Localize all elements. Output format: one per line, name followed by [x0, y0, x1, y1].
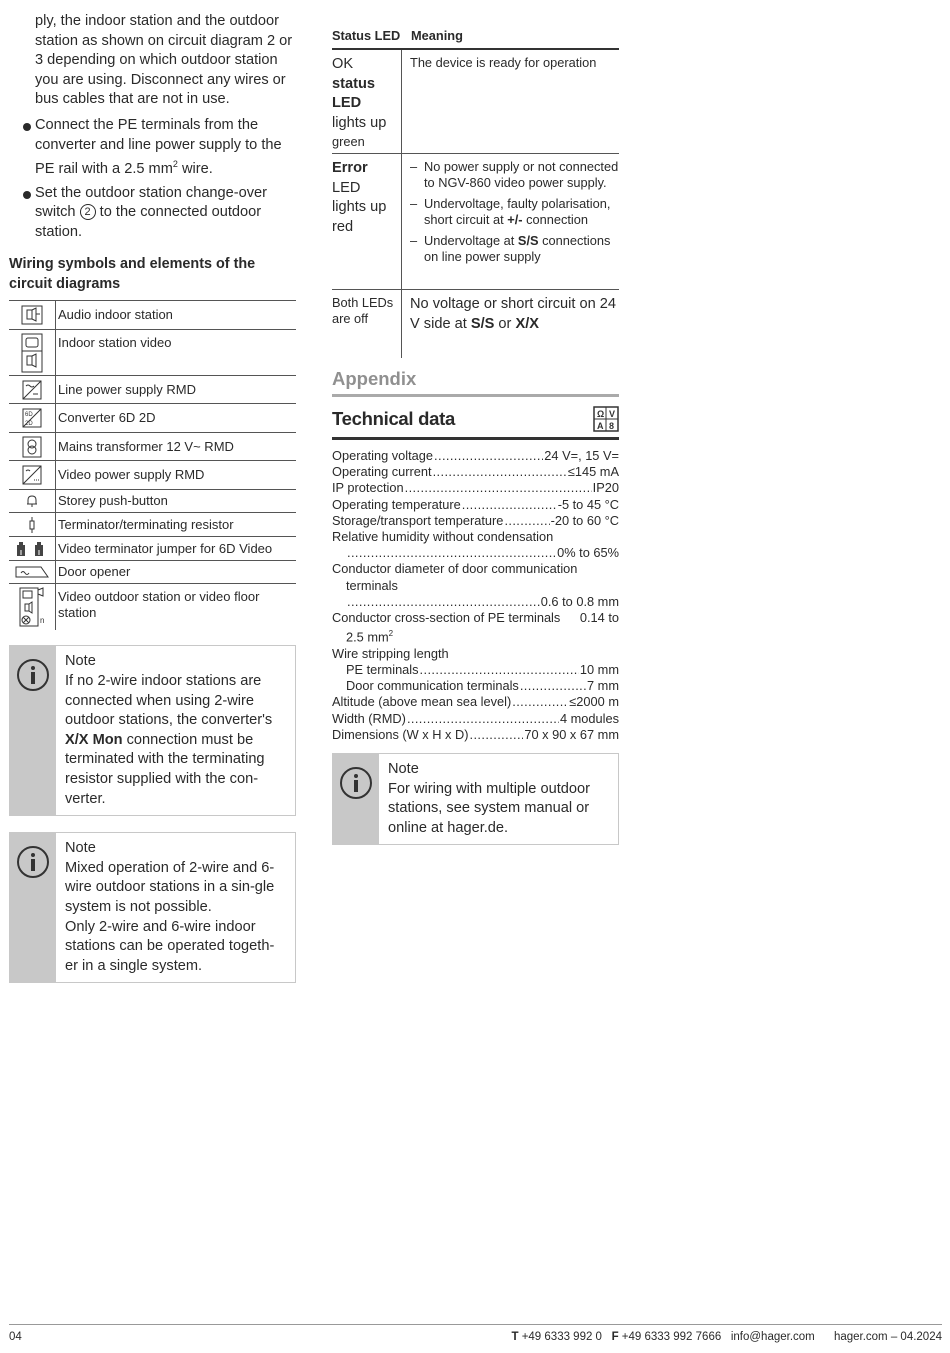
instruction-list: [9, 116, 296, 242]
list-item: – Undervoltage, faulty polarisation, short circuit at +/- connection: [410, 196, 619, 229]
website-date[interactable]: hager.com – 04.2024: [833, 1331, 942, 1343]
spec-row: ..... 0.6 to 0.8 mm: [332, 594, 619, 610]
wiring-symbols-heading: Wiring symbols and elements of the circuit diagrams: [9, 256, 256, 293]
spec-row: ..... 0% to 65%: [332, 545, 619, 561]
note-body: [56, 646, 295, 815]
table-row: [9, 433, 296, 461]
spec-row: Width (RMD) ..... 4 modules: [332, 711, 619, 727]
led-meaning-cell: [402, 154, 619, 289]
technical-data-header: [332, 406, 619, 440]
phone-number: +49 6333 992 0: [518, 1331, 602, 1343]
spec-value: 2.5 $mm^2$: [346, 629, 394, 645]
spec-label: Relative humidity without condensation: [332, 529, 554, 545]
spec-row: Operating temperature ..... -5 to 45 °C: [332, 497, 619, 513]
spec-row: Altitude (above mean sea level) ..... ≤2000 m: [332, 694, 619, 710]
note-body: [379, 754, 618, 844]
symbol-label: Terminator/terminating resistor: [58, 516, 234, 532]
table-row: [332, 290, 619, 358]
note-title: Note: [65, 653, 96, 670]
page-number: 04: [9, 1331, 22, 1343]
jumper-icon: [9, 537, 56, 560]
bullet-text: Set the outdoor station change-over switch: [35, 184, 268, 221]
left-column: [9, 12, 296, 983]
list-item: [9, 184, 296, 243]
table-row: [9, 490, 296, 513]
note-text-bold: X/X Mon: [65, 731, 123, 748]
mains-transformer-icon: [9, 433, 56, 460]
spec-row: PE terminals ..... 10 mm: [332, 662, 619, 678]
symbol-label: Converter 6D 2D: [58, 410, 156, 426]
symbol-label: Video power supply RMD: [58, 467, 205, 483]
table-row: [9, 301, 296, 330]
table-row: [332, 154, 619, 290]
led-status-cell: Both LEDs are off: [332, 290, 402, 358]
symbol-label: Door opener: [58, 564, 131, 580]
technical-data-title: Technical data: [332, 408, 455, 429]
note-text: Only 2-wire and 6-wire indoor stations can be operated togeth-er in a single system.: [65, 918, 275, 974]
error-causes-list: [410, 159, 619, 265]
note-sidebar: [333, 754, 379, 844]
spec-label: terminals: [346, 577, 398, 593]
table-row: [332, 50, 619, 154]
note-body: [56, 833, 295, 982]
technical-data-list: [332, 448, 619, 743]
table-row: [9, 584, 296, 630]
symbol-label: Mains transformer 12 V~ RMD: [58, 438, 234, 454]
note-box: [332, 753, 619, 845]
note-text: Mixed operation of 2-wire and 6-wire outdoor stations in a sin-gle system is not possible.: [65, 859, 275, 915]
table-row: [9, 561, 296, 584]
symbol-label: Audio indoor station: [58, 307, 173, 323]
bullet-text: Connect the PE terminals from the converter and line power supply to the PE rail with a 2.5 mm: [35, 116, 282, 178]
svg-text:A: A: [597, 421, 604, 431]
note-sidebar: [10, 833, 56, 982]
circled-number: 2: [80, 204, 96, 220]
note-box: [9, 832, 296, 983]
status-text: Error: [332, 160, 368, 176]
symbol-label: Line power supply RMD: [58, 381, 197, 397]
led-meaning-cell: No voltage or short circuit on 24 V side at S/S or X/X: [410, 296, 617, 332]
status-text: red: [332, 218, 354, 235]
bullet-text: to the connected outdoor station.: [35, 204, 262, 240]
spec-row: Operating voltage ..... 24 V=, 15 V=: [332, 448, 619, 464]
table-row: [9, 461, 296, 490]
status-text: LED: [332, 179, 361, 196]
spec-row: Operating current ..... ≤145 mA: [332, 464, 619, 480]
page-footer: [9, 1324, 942, 1343]
table-row: [9, 330, 296, 376]
email-link[interactable]: info@hager.com: [730, 1331, 815, 1343]
table-row: [9, 404, 296, 433]
symbol-label: Video terminator jumper for 6D Video: [58, 540, 273, 556]
door-opener-icon: [9, 561, 56, 583]
note-title: Note: [388, 760, 419, 777]
spec-row: Conductor cross-section of PE terminals 0.14 to: [332, 610, 619, 626]
converter-icon: [9, 404, 56, 432]
fax-label: F: [611, 1331, 619, 1343]
led-table-header: [332, 28, 619, 50]
led-status-cell: [332, 50, 402, 153]
note-sidebar: [10, 646, 56, 815]
bullet-icon: [23, 123, 31, 131]
note-title: Note: [65, 840, 96, 857]
spec-row: Dimensions (W x H x D) ..... 70 x 90 x 67 mm: [332, 727, 619, 743]
table-row: [9, 537, 296, 561]
status-text: lights up: [332, 114, 387, 131]
bullet-text: wire.: [177, 161, 213, 178]
svg-text:2D: 2D: [25, 421, 33, 428]
status-text: status: [332, 75, 375, 92]
svg-text:8: 8: [609, 421, 615, 431]
line-power-supply-icon: [9, 376, 56, 403]
symbol-label: Video outdoor station or video floor station: [58, 589, 260, 621]
status-text: OK: [332, 56, 354, 72]
spec-label: Wire stripping length: [332, 645, 449, 661]
list-item: [9, 116, 296, 180]
status-text: LED: [332, 95, 362, 112]
bell-icon: [9, 490, 56, 512]
footer-contact: [511, 1331, 942, 1343]
symbol-label: Storey push-button: [58, 493, 168, 509]
video-power-supply-icon: [9, 461, 56, 489]
column-header: Status LED: [332, 28, 401, 43]
video-outdoor-station-icon: [9, 584, 56, 630]
led-meaning-cell: The device is ready for operation: [410, 55, 597, 70]
audio-indoor-station-icon: [9, 301, 56, 329]
symbol-label: Indoor station video: [58, 335, 172, 351]
led-status-cell: [332, 154, 402, 289]
spec-label: Conductor diameter of door communication: [332, 561, 578, 577]
svg-text:Ω: Ω: [597, 409, 605, 419]
symbols-table: [9, 300, 296, 630]
spec-row: Storage/transport temperature ..... -20 to 60 °C: [332, 513, 619, 529]
info-icon: [16, 658, 50, 692]
note-text: connection must be terminated with the terminating resistor supplied with the con-verter.: [65, 731, 265, 807]
info-icon: [339, 766, 373, 800]
bullet-icon: [23, 191, 31, 199]
svg-text:V: V: [609, 409, 616, 419]
list-item: – Undervoltage at S/S connections on line power supply: [410, 233, 619, 266]
spec-row: Door communication terminals ..... 7 mm: [332, 678, 619, 694]
superscript: 2: [172, 159, 178, 170]
info-icon: [16, 845, 50, 879]
table-row: [9, 376, 296, 404]
indoor-station-video-icon: [9, 330, 56, 375]
table-row: [9, 513, 296, 537]
svg-text:n: n: [40, 616, 45, 626]
spec-row: IP protection ..... IP20: [332, 480, 619, 496]
intro-paragraph: ply, the indoor station and the outdoor station as shown on circuit diagram 2 or 3 depending on which outdoor station you are using. Disconnect any wires or bus cables that are not in use.: [35, 13, 293, 108]
right-column: [332, 28, 619, 845]
measurement-icon: [593, 406, 619, 432]
resistor-icon: [9, 513, 56, 536]
svg-text:6D: 6D: [25, 412, 33, 419]
status-text: green: [332, 134, 365, 150]
list-item: – No power supply or not connected to NGV-860 video power supply.: [410, 159, 619, 192]
note-text: If no 2-wire indoor stations are connected when using 2-wire outdoor stations, the converter's: [65, 672, 273, 729]
phone-label: T: [511, 1331, 519, 1343]
note-box: [9, 645, 296, 816]
status-text: lights up: [332, 199, 387, 216]
appendix-heading: Appendix: [332, 368, 619, 397]
column-header: Meaning: [411, 28, 463, 43]
fax-number: +49 6333 992 7666: [618, 1331, 722, 1343]
note-text: For wiring with multiple outdoor stations, see system manual or online at hager.de.: [388, 780, 590, 836]
